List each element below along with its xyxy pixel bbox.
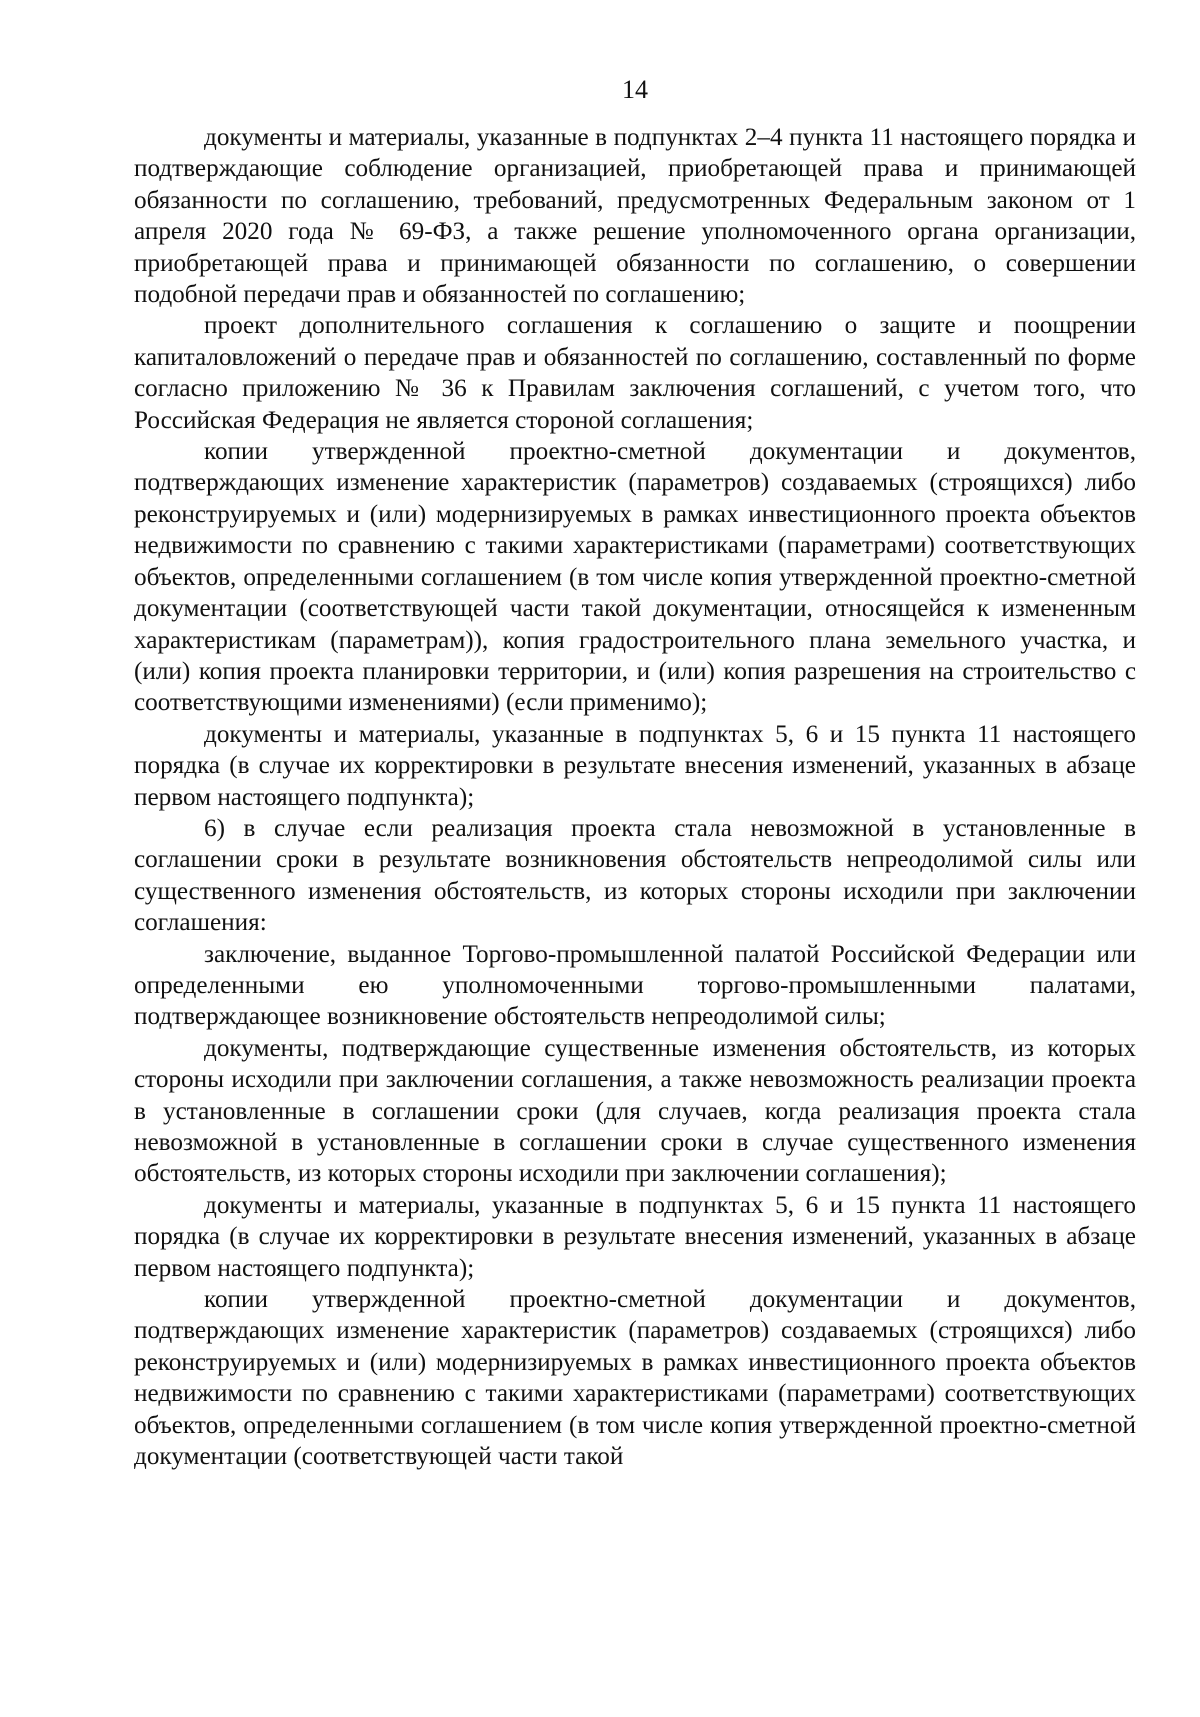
paragraph-7: документы, подтверждающие существенные изменения обстоятельств, из которых стороны исходили при заключении соглашения, а также невозможность реализации проекта в установленные в соглашении сроки (для случаев, когда реализация проекта стала невозможной в установленные в соглашении сроки в случае существенного изменения обстоятельств, из которых стороны исходили при заключении соглашения); [134,1034,1136,1188]
paragraph-8: документы и материалы, указанные в подпунктах 5, 6 и 15 пункта 11 настоящего порядка (в случае их корректировки в результате внесения изменений, указанных в абзаце первом настоящего подпункта); [134,1191,1136,1282]
page-number: 14 [622,75,648,104]
paragraph-9: копии утвержденной проектно-сметной документации и документов, подтверждающих изменение характеристик (параметров) создаваемых (строящихся) либо реконструируемых и (или) модернизируемых в рамках инвестиционного проекта объектов недвижимости по сравнению с такими характеристиками (параметрами) соответствующих объектов, определенными соглашением (в том числе копия утвержденной проектно-сметной документации (соответствующей части такой [134,1286,1136,1471]
paragraph-1: документы и материалы, указанные в подпунктах 2–4 пункта 11 настоящего порядка и подтверждающие соблюдение организацией, приобретающей права и принимающей обязанности по соглашению, требований, предусмотренных Федеральным законом от 1 апреля 2020 года № 69-ФЗ, а также решение уполномоченного органа организации, приобретающей права и принимающей обязанности по соглашению, о совершении подобной передачи прав и обязанностей по соглашению; [134,124,1136,309]
paragraph-5: 6) в случае если реализация проекта стала невозможной в установленные в соглашении сроки в результате возникновения обстоятельств непреодолимой силы или существенного изменения обстоятельств, из которых стороны исходили при заключении соглашения: [134,814,1136,937]
paragraph-2: проект дополнительного соглашения к соглашению о защите и поощрении капиталовложений о передаче прав и обязанностей по соглашению, составленный по форме согласно приложению № 36 к Правилам заключения соглашений, с учетом того, что Российская Федерация не является стороной соглашения; [134,312,1136,434]
document-body [134,122,1136,1472]
paragraph-4: документы и материалы, указанные в подпунктах 5, 6 и 15 пункта 11 настоящего порядка (в случае их корректировки в результате внесения изменений, указанных в абзаце первом настоящего подпункта); [134,720,1136,811]
paragraph-3: копии утвержденной проектно-сметной документации и документов, подтверждающих изменение характеристик (параметров) создаваемых (строящихся) либо реконструируемых и (или) модернизируемых в рамках инвестиционного проекта объектов недвижимости по сравнению с такими характеристиками (параметрами) соответствующих объектов, определенными соглашением (в том числе копия утвержденной проектно-сметной документации (соответствующей части такой документации, относящейся к измененным характеристикам (параметрам)), копия градостроительного плана земельного участка, и (или) копия проекта планировки территории, и (или) копия разрешения на строительство с соответствующими изменениями) (если применимо); [134,438,1136,717]
paragraph-6: заключение, выданное Торгово-промышленной палатой Российской Федерации или определенными ею уполномоченными торгово-промышленными палатами, подтверждающее возникновение обстоятельств непреодолимой силы; [134,940,1136,1031]
